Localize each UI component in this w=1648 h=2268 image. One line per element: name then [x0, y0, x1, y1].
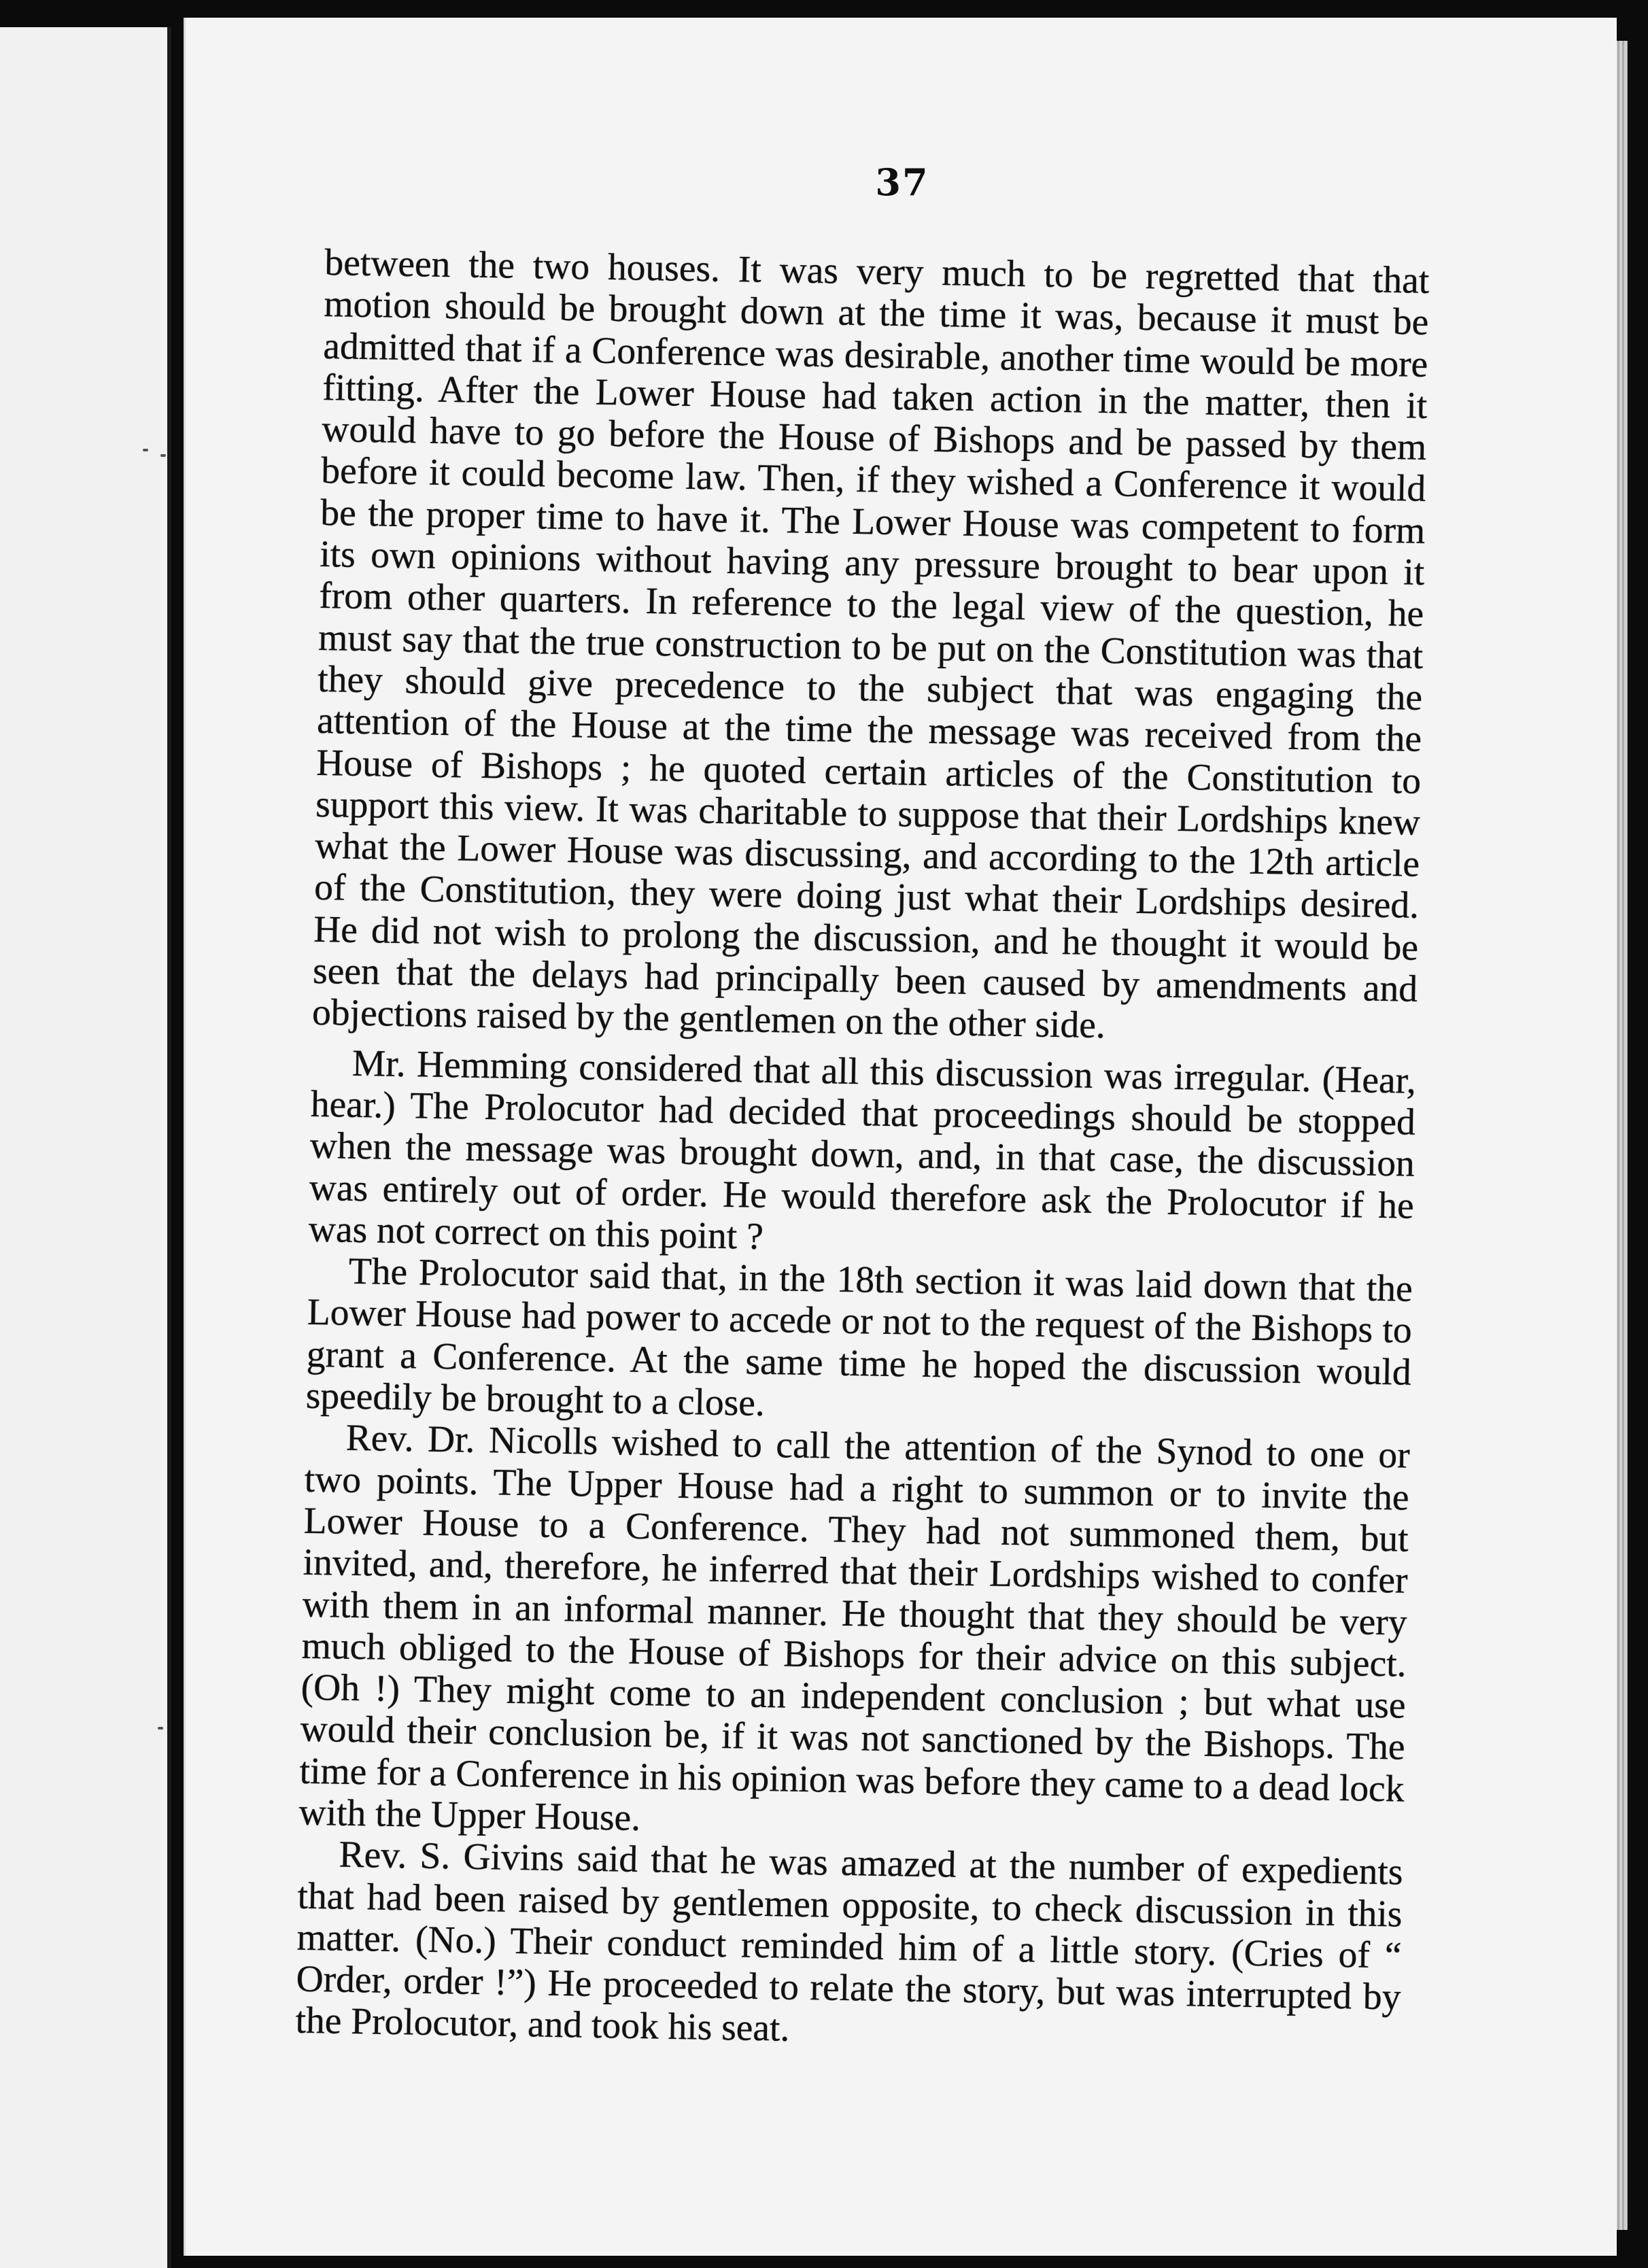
paragraph: Rev. S. Givins said that he was amazed at the number of expedients that had been raised by gentlemen opposite, to check discussion in this matter. (No.) Their conduct reminded him of a little story. (Cries of “ Order, order !”) He proceeded to relate the story, but was interrupted by the Prolocutor, and took his seat.	[295, 1834, 1403, 2050]
book-page	[184, 18, 1617, 2256]
margin-mark	[160, 454, 166, 457]
paragraph: Mr. Hemming considered that all this discussion was irregular. (Hear, hear.) The Prolocutor had decided that proceedings should be stopped when the message was brought down, and, in that case, the discussion was entirely out of order. He would therefore ask the Prolocutor if he was not correct on this point ?	[308, 1042, 1417, 1258]
paragraph: The Prolocutor said that, in the 18th section it was laid down that the Lower House had power to accede or not to the request of the Bishops to grant a Conference. At the same time he hoped the discussion would speedily be brought to a close.	[305, 1250, 1413, 1424]
margin-mark	[158, 1727, 163, 1730]
paragraph: between the two houses. It was very much to be regretted that that motion should be brought down at the time it was, because it must be admitted that if a Conference was desirable, another time would be more fitting. After the Lower House had taken action in the matter, then it would have to go before the House of Bishops and be passed by them before it could become law. Then, if they wished a Conference it would be the proper time to have it. The Lower House was competent to form its own opinions without having any pressure brought to bear upon it from other quarters. In reference to the legal view of the question, he must say that the true construction to be put on the Constitution was that they should give precedence to the subject that was engaging the attention of the House at the time the message was received from the House of Bishops ; he quoted certain articles of the Constitution to support this view. It was charitable to suppose that their Lordships knew what the Lower House was discussing, and according to the 12th article of the Constitution, they were doing just what their Lordships desired. He did not wish to prolong the discussion, and he thought it would be seen that the delays had principally been caused by amendments and objections raised by the gentlemen on the other side.	[311, 242, 1430, 1047]
paragraph: Rev. Dr. Nicolls wished to call the attention of the Synod to one or two points. The Upper House had a right to summon or to invite the Lower House to a Conference. They had not summoned them, but invited, and, therefore, he inferred that their Lordships wished to confer with them in an informal manner. He thought that they should be very much obliged to the House of Bishops for their advice on this subject. (Oh !) They might come to an independent conclusion ; but what use would their conclusion be, if it was not sanctioned by the Bishops. The time for a Conference in his opinion was before they came to a dead lock with the Upper House.	[298, 1418, 1411, 1839]
margin-mark	[143, 449, 148, 451]
facing-page-edge	[0, 27, 171, 2268]
page-number: 37	[875, 160, 929, 204]
page-body	[295, 242, 1430, 2060]
